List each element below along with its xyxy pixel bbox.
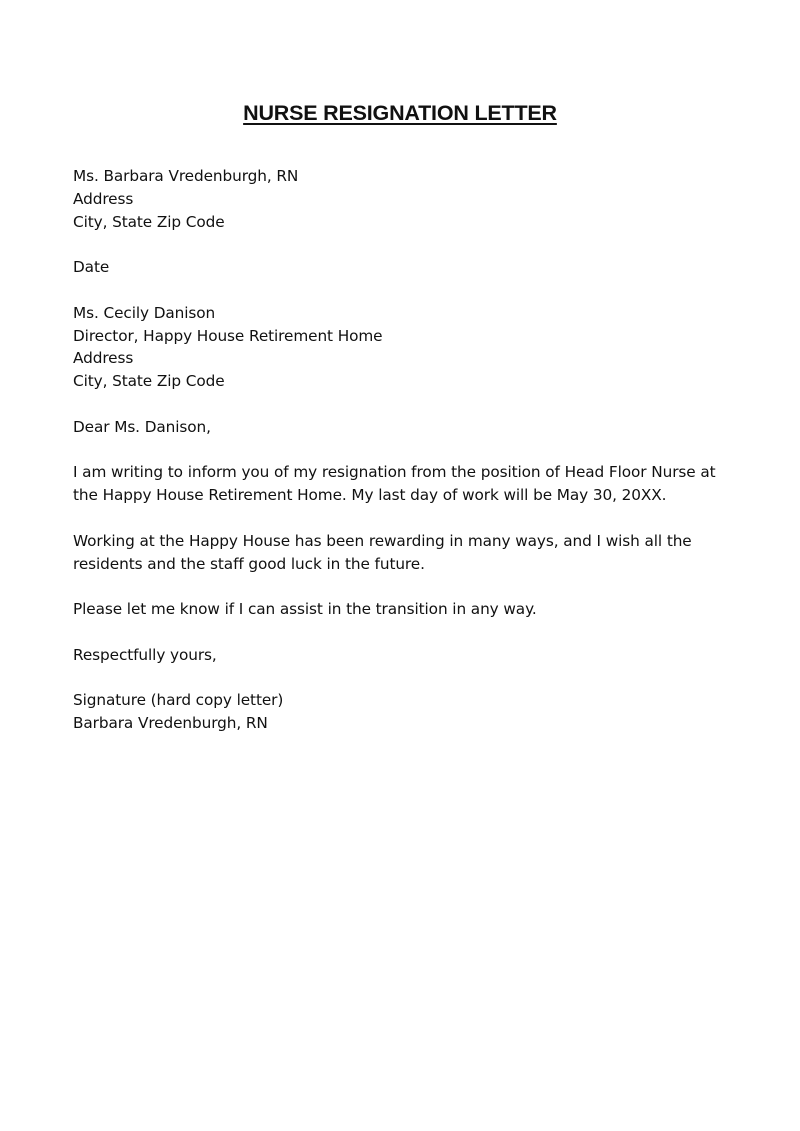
date-block (73, 256, 753, 279)
paragraph-transition (73, 598, 753, 621)
closing-block (73, 644, 753, 667)
signature-block (73, 689, 753, 735)
closing: Respectfully yours, (73, 645, 217, 664)
letter-date: Date (73, 258, 110, 277)
document-title: NURSE RESIGNATION LETTER (243, 101, 557, 125)
letter-body (73, 165, 753, 758)
paragraph-transition-text: Please let me know if I can assist in the transition in any way. (73, 600, 537, 619)
recipient-city-state-zip: City, State Zip Code (73, 372, 225, 391)
recipient-title: Director, Happy House Retirement Home (73, 326, 383, 345)
signature-placeholder: Signature (hard copy letter) (73, 691, 284, 710)
salutation: Dear Ms. Danison, (73, 417, 211, 436)
signer-name: Barbara Vredenburgh, RN (73, 714, 268, 733)
paragraph-resignation-line-1: I am writing to inform you of my resignation from the position of Head Floor Nurse at (73, 463, 716, 482)
recipient-block (73, 302, 753, 393)
sender-city-state-zip: City, State Zip Code (73, 212, 225, 231)
recipient-name: Ms. Cecily Danison (73, 303, 216, 322)
paragraph-thanks-line-2: residents and the staff good luck in the future. (73, 554, 425, 573)
sender-address: Address (73, 189, 134, 208)
paragraph-resignation (73, 461, 753, 507)
paragraph-thanks (73, 530, 753, 576)
recipient-address: Address (73, 349, 134, 368)
sender-block (73, 165, 753, 233)
paragraph-thanks-line-1: Working at the Happy House has been rewarding in many ways, and I wish all the (73, 531, 692, 550)
paragraph-resignation-line-2: the Happy House Retirement Home. My last day of work will be May 30, 20XX. (73, 486, 667, 505)
salutation-block (73, 416, 753, 439)
sender-name: Ms. Barbara Vredenburgh, RN (73, 167, 299, 185)
